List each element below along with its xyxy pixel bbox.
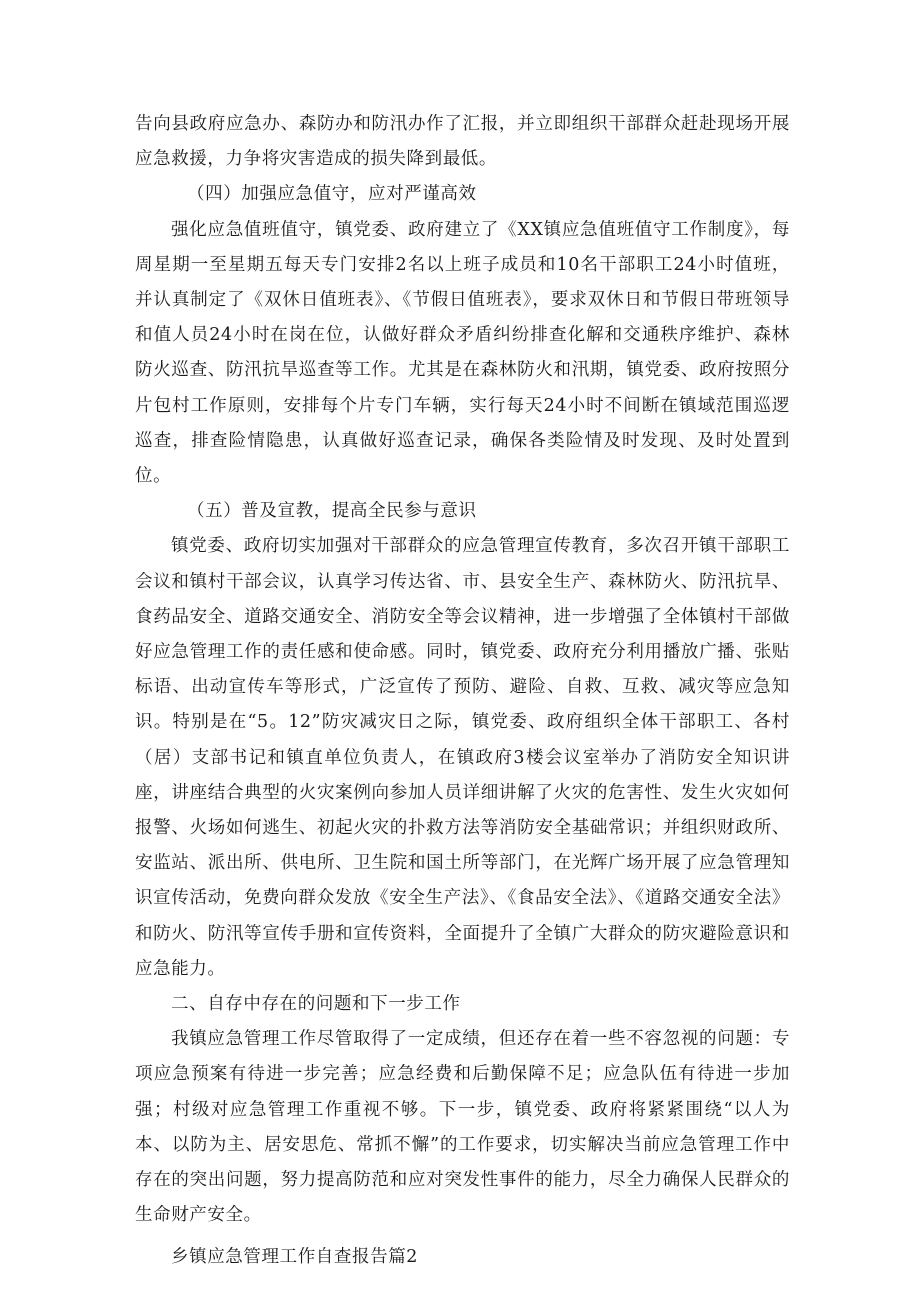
paragraph-emergency-duty: 强化应急值班值守，镇党委、政府建立了《XX镇应急值班值守工作制度》，每周星期一至星期五每天专门安排2名以上班子成员和10名干部职工24小时值班，并认真制定了《双休日值班表》、《节假日值班表》，要求双休日和节假日带班领导和值人员24小时在岗在位，认做好群众矛盾纠纷排查化解和交通秩序维护、森林防火巡查、防汛抗旱巡查等工作。尤其是在森林防火和汛期，镇党委、政府按照分片包村工作原则，安排每个片专门车辆，实行每天24小时不间断在镇域范围巡逻巡查，排查险情隐患，认真做好巡查记录，确保各类险情及时发现、及时处置到位。 (135, 219, 790, 487)
heading-problems-next-steps: 二、自存中存在的问题和下一步工作 (171, 994, 461, 1015)
paragraph-public-education: 镇党委、政府切实加强对干部群众的应急管理宣传教育，多次召开镇干部职工会议和镇村干部会议，认真学习传达省、市、县安全生产、森林防火、防汛抗旱、食药品安全、道路交通安全、消防安全等会议精神，进一步增强了全体镇村干部做好应急管理工作的责任感和使命感。同时，镇党委、政府充分利用播放广播、张贴标语、出动宣传车等形式，广泛宣传了预防、避险、自救、互救、减灾等应急知识。特别是在“5。12”防灾减灾日之际，镇党委、政府组织全体干部职工、各村（居）支部书记和镇直单位负责人，在镇政府3楼会议室举办了消防安全知识讲座，讲座结合典型的火灾案例向参加人员详细讲解了火灾的危害性、发生火灾如何报警、火场如何逃生、初起火灾的扑救方法等消防安全基础常识；并组织财政所、安监站、派出所、供电所、卫生院和国土所等部门，在光辉广场开展了应急管理知识宣传活动，免费向群众发放《安全生产法》、《食品安全法》、《道路交通安全法》和防火、防汛等宣传手册和宣传资料，全面提升了全镇广大群众的防灾避险意识和应急能力。 (135, 536, 790, 979)
paragraph-emergency-report-continued: 告向县政府应急办、森防办和防汛办作了汇报，并立即组织干部群众赶赴现场开展应急救援，力争将灾害造成的损失降到最低。 (135, 114, 790, 170)
subheading-emergency-duty: （四）加强应急值守，应对严谨高效 (187, 184, 477, 205)
document-body (135, 107, 790, 1275)
subheading-public-education: （五）普及宣教，提高全民参与意识 (187, 501, 477, 522)
next-report-title: 乡镇应急管理工作自查报告篇2 (171, 1246, 419, 1267)
paragraph-problems-next-steps: 我镇应急管理工作尽管取得了一定成绩，但还存在着一些不容忽视的问题：专项应急预案有待进一步完善；应急经费和后勤保障不足；应急队伍有待进一步加强；村级对应急管理工作重视不够。下一步，镇党委、政府将紧紧围绕“以人为本、以防为主、居安思危、常抓不懈”的工作要求，切实解决当前应急管理工作中存在的突出问题，努力提高防范和应对突发性事件的能力，尽全力确保人民群众的生命财产安全。 (135, 1029, 790, 1226)
